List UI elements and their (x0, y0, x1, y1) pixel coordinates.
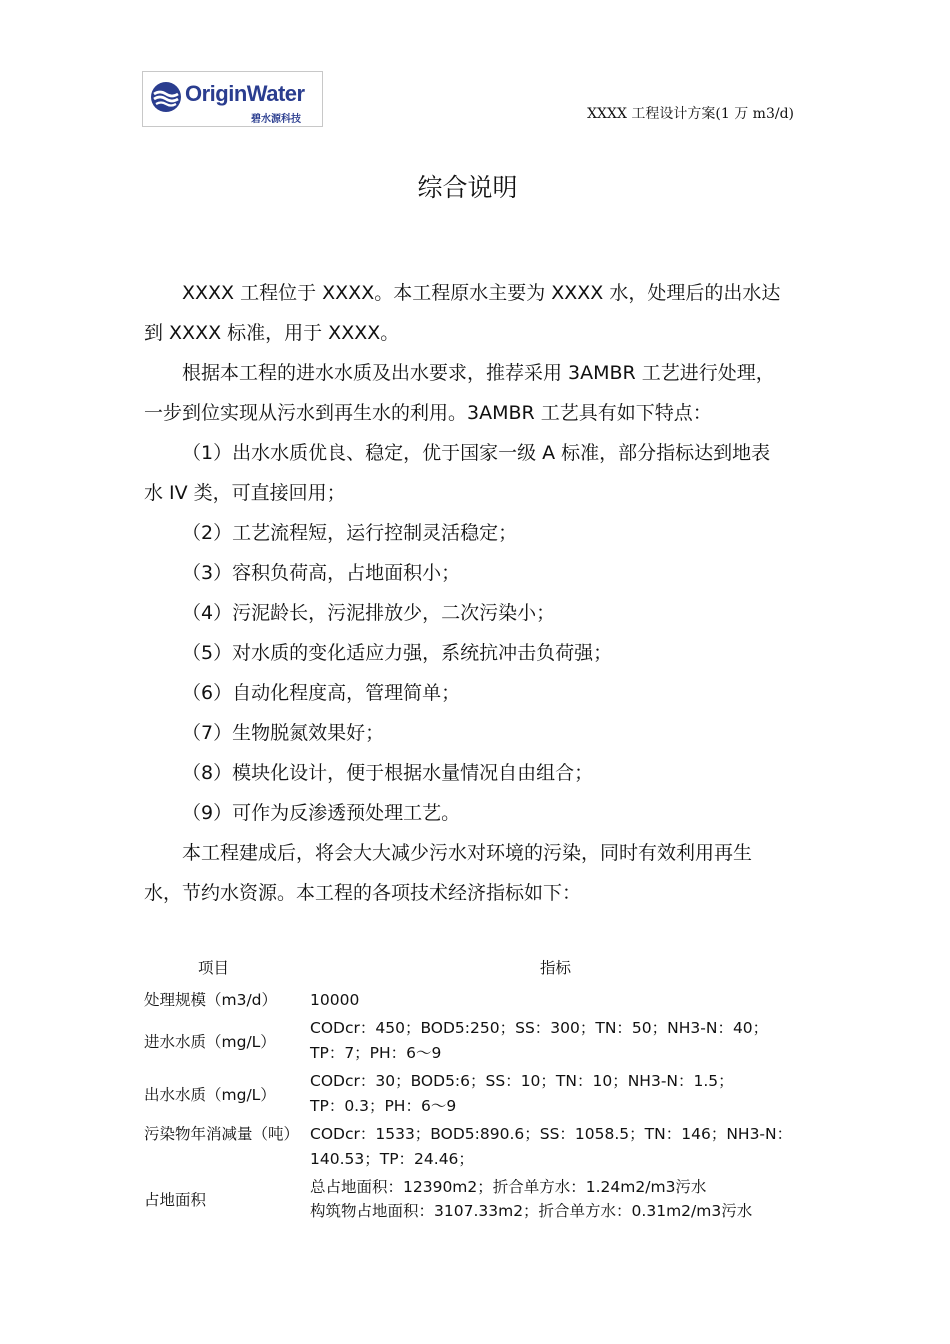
value-line: CODcr：450；BOD5:250；SS：300；TN：50；NH3-N：40； (310, 1019, 769, 1037)
value-line: 10000 (310, 991, 360, 1009)
company-logo (142, 71, 323, 127)
feature-item: （4）污泥龄长，污泥排放少，二次污染小； (182, 602, 556, 624)
wave-logo-icon (150, 81, 182, 113)
paragraph-summary: 本工程建成后，将会大大减少污水对环境的污染，同时有效利用再生水，节约水资源。本工程的各项技术经济指标如下： (144, 842, 753, 904)
paragraph-process: 根据本工程的进水水质及出水要求，推荐采用 3AMBR 工艺进行处理，一步到位实现从污水到再生水的利用。3AMBR 工艺具有如下特点： (144, 362, 775, 424)
row-label: 占地面积 (144, 1191, 207, 1209)
row-value (310, 1122, 804, 1172)
value-line: 140.53；TP：24.46； (310, 1150, 474, 1168)
feature-item: （5）对水质的变化适应力强，系统抗冲击负荷强； (182, 642, 613, 664)
value-line: CODcr：1533；BOD5:890.6；SS：1058.5；TN：146；NH3-N： (310, 1125, 793, 1143)
row-value (310, 1069, 804, 1119)
value-line: 总占地面积：12390m2；折合单方水：1.24m2/m3污水 (310, 1178, 707, 1196)
value-line: CODcr：30；BOD5:6；SS：10；TN：10；NH3-N：1.5； (310, 1072, 734, 1090)
value-line: TP：7；PH：6～9 (310, 1044, 442, 1062)
column-header-item: 项目 (198, 959, 230, 977)
table-row (144, 1069, 804, 1119)
row-label: 进水水质（mg/L） (144, 1033, 276, 1051)
value-line: TP：0.3；PH：6～9 (310, 1097, 457, 1115)
feature-item: （8）模块化设计，便于根据水量情况自由组合； (182, 762, 594, 784)
table-row (144, 1016, 804, 1066)
feature-item: （6）自动化程度高，管理简单； (182, 682, 461, 704)
logo-subtitle: 碧水源科技 (251, 114, 301, 125)
table-header-row (144, 955, 804, 985)
page-title: 综合说明 (417, 173, 518, 202)
table-row (144, 1175, 804, 1223)
feature-item: （2）工艺流程短，运行控制灵活稳定； (182, 522, 518, 544)
logo-name: OriginWater (185, 81, 305, 106)
document-label: XXXX 工程设计方案(1 万 m3/d) (587, 106, 794, 122)
column-header-index: 指标 (540, 959, 572, 977)
feature-item: （1）出水水质优良、稳定，优于国家一级 A 标准，部分指标达到地表水 IV 类，可直接回用； (144, 442, 771, 504)
table-row (144, 1122, 804, 1172)
value-line: 构筑物占地面积：3107.33m2；折合单方水：0.31m2/m3污水 (310, 1202, 753, 1220)
feature-item: （7）生物脱氮效果好； (182, 722, 385, 744)
indicator-table (144, 955, 804, 1223)
document-body (144, 273, 789, 913)
feature-item: （3）容积负荷高，占地面积小； (182, 562, 461, 584)
table-row (144, 987, 804, 1013)
paragraph-intro: XXXX 工程位于 XXXX。本工程原水主要为 XXXX 水，处理后的出水达到 XXXX 标准，用于 XXXX。 (144, 282, 781, 344)
feature-item: （9）可作为反渗透预处理工艺。 (182, 802, 461, 824)
row-value (310, 1175, 804, 1223)
row-value (310, 987, 804, 1013)
row-label: 处理规模（m3/d） (144, 991, 278, 1009)
row-value (310, 1016, 804, 1066)
row-label: 污染物年消减量（吨） (144, 1125, 300, 1143)
row-label: 出水水质（mg/L） (144, 1086, 276, 1104)
